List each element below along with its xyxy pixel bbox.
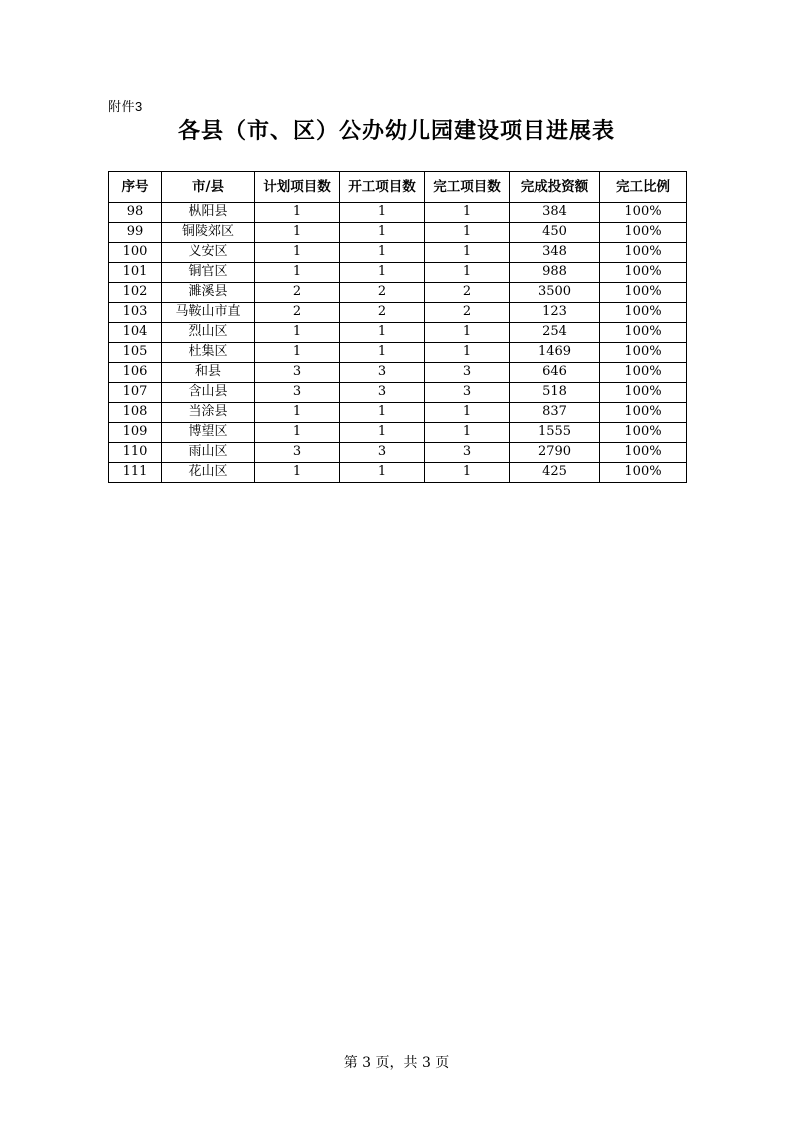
project-progress-table xyxy=(108,171,687,483)
cell-started-projects: 1 xyxy=(340,263,425,283)
cell-city-county: 博望区 xyxy=(162,423,255,443)
cell-planned-projects: 1 xyxy=(255,263,340,283)
cell-started-projects: 1 xyxy=(340,403,425,423)
cell-city-county: 当涂县 xyxy=(162,403,255,423)
cell-investment-amount: 3500 xyxy=(510,283,600,303)
cell-city-county: 马鞍山市直 xyxy=(162,303,255,323)
cell-city-county: 烈山区 xyxy=(162,323,255,343)
cell-completion-rate: 100% xyxy=(600,363,687,383)
table-row xyxy=(109,283,687,303)
cell-planned-projects: 1 xyxy=(255,423,340,443)
table-row xyxy=(109,423,687,443)
table-header-row xyxy=(109,172,687,203)
cell-completion-rate: 100% xyxy=(600,263,687,283)
cell-completed-projects: 1 xyxy=(425,263,510,283)
cell-planned-projects: 3 xyxy=(255,363,340,383)
cell-completed-projects: 1 xyxy=(425,343,510,363)
table-row xyxy=(109,203,687,223)
cell-started-projects: 3 xyxy=(340,383,425,403)
table-row xyxy=(109,363,687,383)
table-row xyxy=(109,243,687,263)
cell-planned-projects: 3 xyxy=(255,383,340,403)
cell-completed-projects: 1 xyxy=(425,403,510,423)
cell-completion-rate: 100% xyxy=(600,463,687,483)
project-progress-table-wrapper xyxy=(108,171,686,483)
column-header-completion-rate: 完工比例 xyxy=(600,172,687,203)
cell-investment-amount: 254 xyxy=(510,323,600,343)
cell-investment-amount: 348 xyxy=(510,243,600,263)
cell-index: 106 xyxy=(109,363,162,383)
table-row xyxy=(109,343,687,363)
table-row xyxy=(109,303,687,323)
cell-completed-projects: 1 xyxy=(425,423,510,443)
attachment-label: 附件3 xyxy=(108,99,143,114)
cell-started-projects: 1 xyxy=(340,423,425,443)
cell-planned-projects: 2 xyxy=(255,303,340,323)
cell-investment-amount: 450 xyxy=(510,223,600,243)
column-header-city-county: 市/县 xyxy=(162,172,255,203)
cell-city-county: 花山区 xyxy=(162,463,255,483)
cell-completed-projects: 1 xyxy=(425,223,510,243)
cell-completed-projects: 1 xyxy=(425,243,510,263)
cell-planned-projects: 1 xyxy=(255,323,340,343)
cell-completion-rate: 100% xyxy=(600,203,687,223)
cell-completion-rate: 100% xyxy=(600,423,687,443)
cell-investment-amount: 425 xyxy=(510,463,600,483)
page-footer: 第 3 页，共 3 页 xyxy=(343,1055,450,1071)
cell-index: 103 xyxy=(109,303,162,323)
cell-index: 111 xyxy=(109,463,162,483)
cell-started-projects: 1 xyxy=(340,323,425,343)
cell-index: 100 xyxy=(109,243,162,263)
column-header-started-projects: 开工项目数 xyxy=(340,172,425,203)
cell-index: 105 xyxy=(109,343,162,363)
cell-completed-projects: 3 xyxy=(425,363,510,383)
table-row xyxy=(109,223,687,243)
cell-index: 104 xyxy=(109,323,162,343)
cell-completed-projects: 2 xyxy=(425,303,510,323)
cell-completion-rate: 100% xyxy=(600,443,687,463)
cell-index: 109 xyxy=(109,423,162,443)
cell-completion-rate: 100% xyxy=(600,383,687,403)
cell-planned-projects: 1 xyxy=(255,223,340,243)
cell-city-county: 濉溪县 xyxy=(162,283,255,303)
cell-completion-rate: 100% xyxy=(600,243,687,263)
cell-investment-amount: 1555 xyxy=(510,423,600,443)
cell-investment-amount: 837 xyxy=(510,403,600,423)
cell-started-projects: 1 xyxy=(340,343,425,363)
table-row xyxy=(109,463,687,483)
cell-city-county: 雨山区 xyxy=(162,443,255,463)
cell-index: 99 xyxy=(109,223,162,243)
cell-index: 102 xyxy=(109,283,162,303)
cell-city-county: 含山县 xyxy=(162,383,255,403)
cell-investment-amount: 646 xyxy=(510,363,600,383)
table-row xyxy=(109,263,687,283)
cell-completion-rate: 100% xyxy=(600,283,687,303)
cell-completion-rate: 100% xyxy=(600,303,687,323)
cell-index: 101 xyxy=(109,263,162,283)
cell-city-county: 和县 xyxy=(162,363,255,383)
cell-city-county: 铜陵郊区 xyxy=(162,223,255,243)
table-body xyxy=(109,203,687,483)
cell-city-county: 杜集区 xyxy=(162,343,255,363)
cell-started-projects: 3 xyxy=(340,363,425,383)
cell-planned-projects: 3 xyxy=(255,443,340,463)
cell-index: 110 xyxy=(109,443,162,463)
cell-completion-rate: 100% xyxy=(600,343,687,363)
table-row xyxy=(109,383,687,403)
cell-planned-projects: 2 xyxy=(255,283,340,303)
cell-city-county: 枞阳县 xyxy=(162,203,255,223)
table-row xyxy=(109,403,687,423)
cell-completion-rate: 100% xyxy=(600,223,687,243)
cell-completed-projects: 1 xyxy=(425,463,510,483)
cell-city-county: 义安区 xyxy=(162,243,255,263)
cell-index: 108 xyxy=(109,403,162,423)
cell-completed-projects: 3 xyxy=(425,443,510,463)
cell-started-projects: 1 xyxy=(340,243,425,263)
cell-completed-projects: 1 xyxy=(425,323,510,343)
cell-investment-amount: 518 xyxy=(510,383,600,403)
cell-investment-amount: 1469 xyxy=(510,343,600,363)
cell-completed-projects: 3 xyxy=(425,383,510,403)
column-header-completed-projects: 完工项目数 xyxy=(425,172,510,203)
table-row xyxy=(109,323,687,343)
page-title: 各县（市、区）公办幼儿园建设项目进展表 xyxy=(177,118,615,144)
cell-planned-projects: 1 xyxy=(255,343,340,363)
cell-investment-amount: 384 xyxy=(510,203,600,223)
cell-started-projects: 1 xyxy=(340,223,425,243)
cell-completed-projects: 1 xyxy=(425,203,510,223)
cell-completed-projects: 2 xyxy=(425,283,510,303)
table-row xyxy=(109,443,687,463)
cell-planned-projects: 1 xyxy=(255,243,340,263)
cell-city-county: 铜官区 xyxy=(162,263,255,283)
table-header xyxy=(109,172,687,203)
cell-completion-rate: 100% xyxy=(600,403,687,423)
column-header-planned-projects: 计划项目数 xyxy=(255,172,340,203)
cell-index: 98 xyxy=(109,203,162,223)
cell-started-projects: 2 xyxy=(340,303,425,323)
cell-started-projects: 1 xyxy=(340,203,425,223)
cell-started-projects: 2 xyxy=(340,283,425,303)
cell-planned-projects: 1 xyxy=(255,203,340,223)
cell-started-projects: 1 xyxy=(340,463,425,483)
column-header-investment-amount: 完成投资额 xyxy=(510,172,600,203)
cell-started-projects: 3 xyxy=(340,443,425,463)
cell-planned-projects: 1 xyxy=(255,403,340,423)
cell-investment-amount: 123 xyxy=(510,303,600,323)
cell-investment-amount: 2790 xyxy=(510,443,600,463)
cell-investment-amount: 988 xyxy=(510,263,600,283)
cell-planned-projects: 1 xyxy=(255,463,340,483)
cell-completion-rate: 100% xyxy=(600,323,687,343)
cell-index: 107 xyxy=(109,383,162,403)
column-header-index: 序号 xyxy=(109,172,162,203)
